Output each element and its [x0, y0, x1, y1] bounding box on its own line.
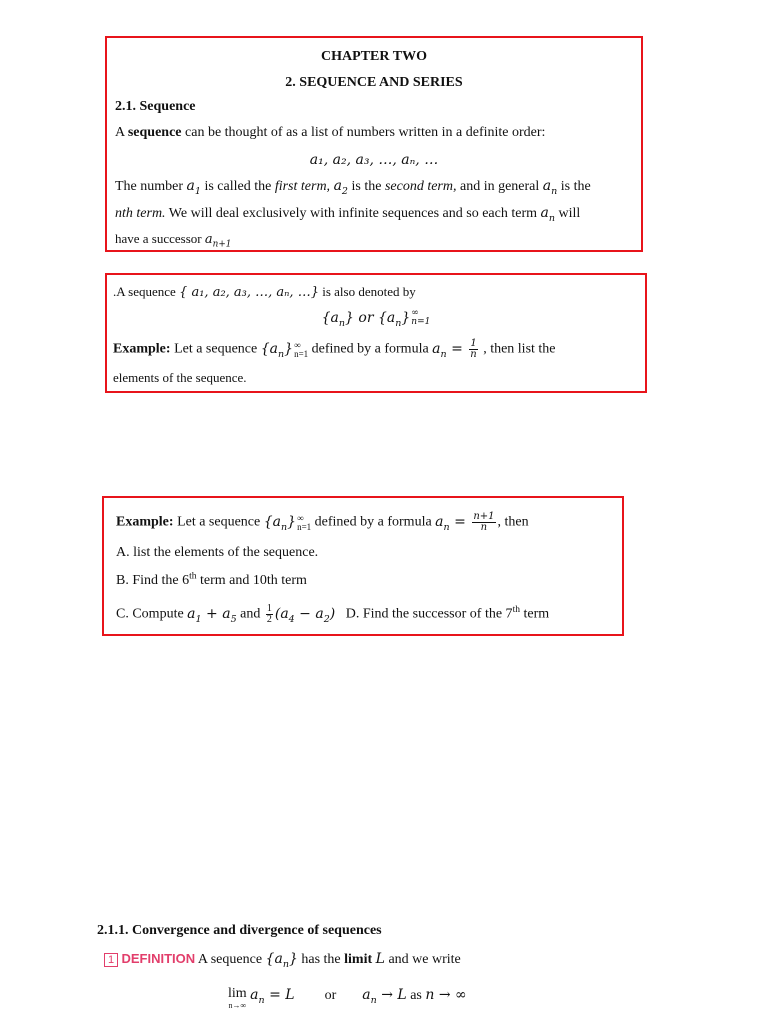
sequence-list: a₁, a₂, a₃, …, aₙ, …	[309, 152, 439, 168]
first-term-paragraph: The number $a_1$ is called the first term, $a_2$ is the second term, and in general $a_n$ is the	[115, 178, 591, 197]
task-b: B. Find the 6th term and 10th term	[116, 571, 307, 588]
task-a: A. list the elements of the sequence.	[116, 545, 319, 560]
task-c-d: C. Compute $a_1 + a_5$ and $\frac{1}{2}$ $(a_4 - a_2)$ D. Find the successor of the 7th term	[116, 603, 550, 625]
section-heading: 2.1. Sequence	[115, 99, 196, 114]
sequence-definition: A sequence can be thought of as a list of numbers written in a definite order:	[115, 125, 546, 140]
limit-definition: 1 DEFINITION A sequence $\{a_n\}$ has the limit L and we write	[104, 950, 461, 969]
example-1-cont: elements of the sequence.	[113, 370, 247, 385]
example-2: Example: Let a sequence $\{a_n\}$ ∞ n=1 defined by a formula $a_n$ = $\frac{n+1}{n}$ , then	[116, 511, 529, 533]
example-1: Example: Let a sequence $\{a_n\}$ ∞ n=1 defined by a formula $a_n$ = $\frac{1}{n}$ , then list the	[113, 338, 556, 360]
notation-example-box	[105, 273, 647, 393]
sequence-notation: $\{a_n\}$ or $\{a_n\}$ ∞ n=1	[321, 308, 431, 329]
notation-intro: .A sequence { a₁, a₂, a₃, …, aₙ, …} is also denoted by	[113, 284, 416, 300]
sequence-intro-box	[105, 36, 643, 252]
chapter-label: CHAPTER TWO	[321, 49, 427, 64]
nth-term-paragraph: nth term. We will deal exclusively with infinite sequences and so each term $a_n$ will	[115, 205, 581, 224]
chapter-title: 2. SEQUENCE AND SERIES	[285, 75, 463, 90]
successor-paragraph: have a successor $a_{n+1}$	[115, 231, 232, 250]
definition-badge-icon: 1	[104, 953, 118, 967]
limit-formula: lim n→∞ $a_n = L$ or $a_n \to L$ as n → ∞	[228, 986, 467, 1010]
exercise-box	[102, 496, 624, 636]
convergence-heading: 2.1.1. Convergence and divergence of sequences	[97, 923, 382, 938]
